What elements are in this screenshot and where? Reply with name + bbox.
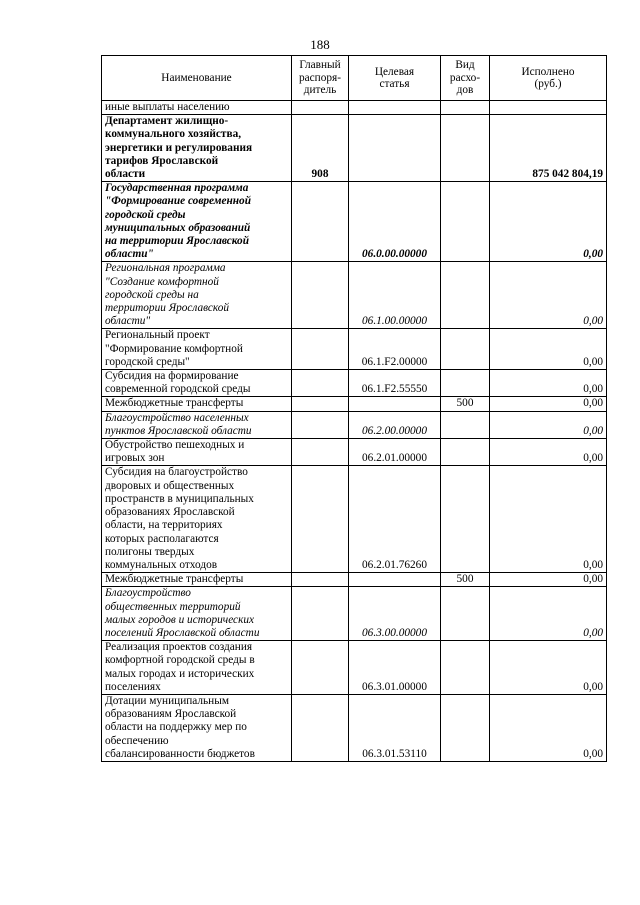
row-celevaya-cell [349,397,441,411]
row-celevaya-cell [349,573,441,587]
table-row [102,329,607,370]
row-sum-cell: 0,00 [490,641,607,695]
row-vid-cell [441,329,490,370]
row-glavny-cell [292,397,349,411]
row-celevaya-cell: 06.1.F2.00000 [349,329,441,370]
header-vid-rashodov: Вид расхо- дов [441,56,490,101]
row-vid-cell: 500 [441,573,490,587]
row-glavny-cell [292,439,349,466]
table-header-row [102,56,607,101]
row-celevaya-cell: 06.1.F2.55550 [349,370,441,397]
row-glavny-cell: 908 [292,115,349,182]
row-name-cell: Субсидия на формирование современной городской среды [102,370,292,397]
row-vid-cell [441,262,490,329]
row-sum-cell: 0,00 [490,411,607,438]
row-name-cell: иные выплаты населению [102,101,292,115]
row-name-cell: Субсидия на благоустройство дворовых и общественных пространств в муниципальных образованиях Ярославской области, на территориях которых располагаются полигоны твердых коммунальных отходов [102,466,292,573]
row-vid-cell [441,641,490,695]
row-celevaya-cell: 06.3.00.00000 [349,587,441,641]
row-name-cell: Межбюджетные трансферты [102,397,292,411]
row-vid-cell [441,466,490,573]
row-vid-cell: 500 [441,397,490,411]
row-celevaya-cell: 06.3.01.53110 [349,694,441,761]
table-row [102,439,607,466]
table-row [102,397,607,411]
row-vid-cell [441,182,490,262]
row-name-cell: Региональный проект "Формирование комфортной городской среды" [102,329,292,370]
row-name-cell: Реализация проектов создания комфортной городской среды в малых городах и исторических поселениях [102,641,292,695]
row-sum-cell: 0,00 [490,182,607,262]
row-glavny-cell [292,329,349,370]
row-sum-cell: 0,00 [490,329,607,370]
row-celevaya-cell [349,115,441,182]
row-celevaya-cell: 06.2.01.76260 [349,466,441,573]
row-sum-cell: 875 042 804,19 [490,115,607,182]
table-row [102,115,607,182]
row-glavny-cell [292,587,349,641]
row-sum-cell: 0,00 [490,466,607,573]
budget-table [101,55,607,762]
row-glavny-cell [292,694,349,761]
row-glavny-cell [292,466,349,573]
row-name-cell: Департамент жилищно- коммунального хозяйства, энергетики и регулирования тарифов Ярославской области [102,115,292,182]
table-row [102,466,607,573]
header-glavny-rasporyaditel: Главный распоря- дитель [292,56,349,101]
table-row [102,262,607,329]
table-row [102,370,607,397]
row-celevaya-cell [349,101,441,115]
row-sum-cell: 0,00 [490,439,607,466]
row-celevaya-cell: 06.2.00.00000 [349,411,441,438]
table-row [102,587,607,641]
row-name-cell: Региональная программа "Создание комфортной городской среды на территории Ярославской области" [102,262,292,329]
row-name-cell: Межбюджетные трансферты [102,573,292,587]
header-ispolneno: Исполнено (руб.) [490,56,607,101]
row-sum-cell: 0,00 [490,397,607,411]
table-row [102,694,607,761]
table-row [102,182,607,262]
row-sum-cell: 0,00 [490,370,607,397]
row-glavny-cell [292,262,349,329]
header-name: Наименование [102,56,292,101]
page-number: 188 [310,37,330,52]
row-sum-cell: 0,00 [490,573,607,587]
row-glavny-cell [292,573,349,587]
table-body [102,101,607,762]
row-glavny-cell [292,370,349,397]
row-celevaya-cell: 06.2.01.00000 [349,439,441,466]
row-vid-cell [441,101,490,115]
table-row [102,641,607,695]
row-sum-cell: 0,00 [490,694,607,761]
row-glavny-cell [292,182,349,262]
row-name-cell: Благоустройство общественных территорий малых городов и исторических поселений Ярославской области [102,587,292,641]
row-sum-cell: 0,00 [490,587,607,641]
table-row [102,101,607,115]
table-row [102,411,607,438]
row-vid-cell [441,115,490,182]
row-sum-cell [490,101,607,115]
row-glavny-cell [292,101,349,115]
row-name-cell: Дотации муниципальным образованиям Ярославской области на поддержку мер по обеспечению сбалансированности бюджетов [102,694,292,761]
row-vid-cell [441,439,490,466]
row-celevaya-cell: 06.3.01.00000 [349,641,441,695]
row-celevaya-cell: 06.1.00.00000 [349,262,441,329]
row-celevaya-cell: 06.0.00.00000 [349,182,441,262]
row-sum-cell: 0,00 [490,262,607,329]
row-name-cell: Обустройство пешеходных и игровых зон [102,439,292,466]
row-vid-cell [441,694,490,761]
row-vid-cell [441,587,490,641]
table-row [102,573,607,587]
header-celevaya-statya: Целевая статья [349,56,441,101]
row-name-cell: Государственная программа "Формирование современной городской среды муниципальных образований на территории Ярославской области" [102,182,292,262]
row-vid-cell [441,411,490,438]
row-vid-cell [441,370,490,397]
row-glavny-cell [292,641,349,695]
row-glavny-cell [292,411,349,438]
row-name-cell: Благоустройство населенных пунктов Ярославской области [102,411,292,438]
